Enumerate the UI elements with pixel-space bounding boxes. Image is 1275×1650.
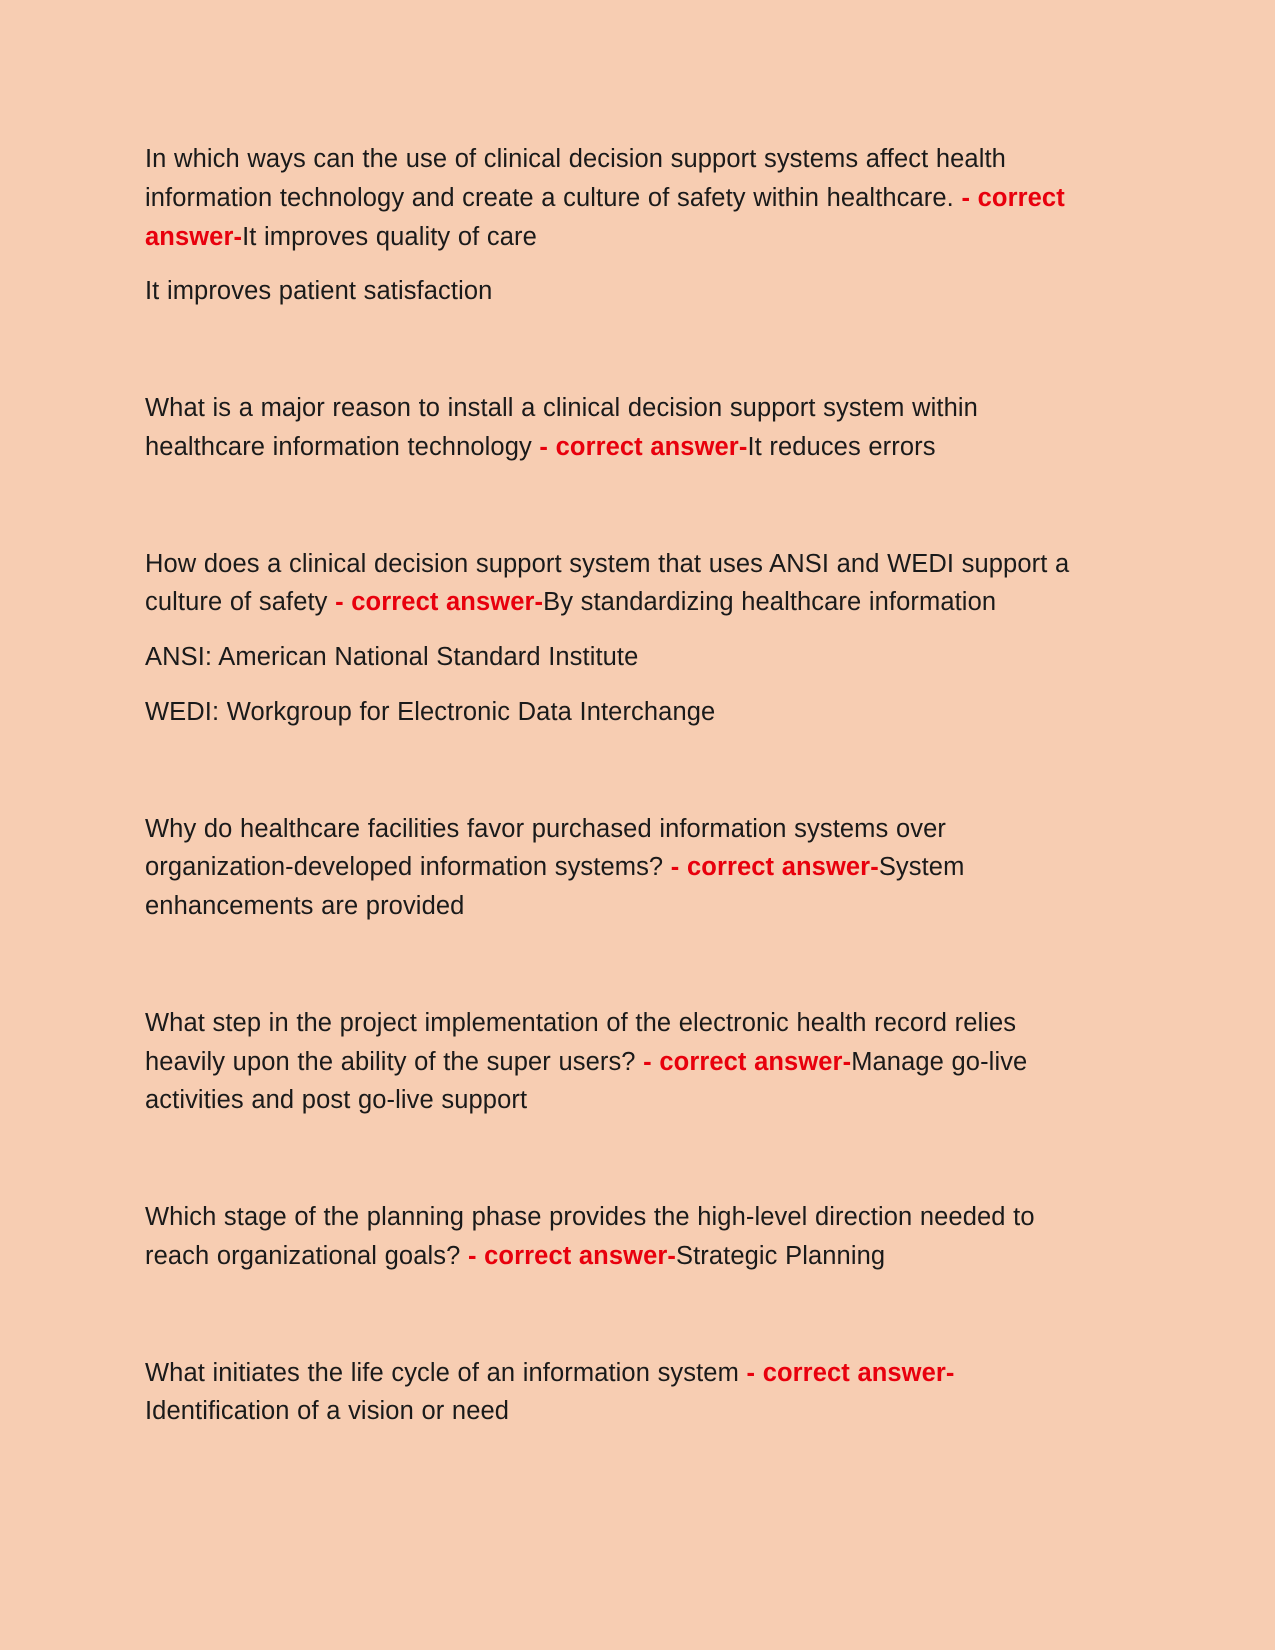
question-text: What initiates the life cycle of an information system — [145, 1358, 739, 1387]
question-text: How does a clinical decision support system that uses ANSI and WEDI support a culture of safety — [145, 549, 1070, 617]
correct-answer-marker: - correct answer- — [460, 1241, 676, 1270]
qa-block — [145, 1354, 1075, 1432]
question-answer-paragraph — [145, 140, 1075, 256]
question-answer-paragraph — [145, 545, 1075, 623]
document-body — [145, 140, 1075, 1431]
question-answer-paragraph — [145, 1354, 1075, 1432]
qa-block — [145, 810, 1075, 926]
answer-text: It reduces errors — [747, 432, 936, 461]
block-spacer — [145, 1310, 1075, 1354]
block-spacer — [145, 766, 1075, 810]
question-text: Which stage of the planning phase provides the high-level direction needed to reach organizational goals? — [145, 1203, 1035, 1270]
answer-text: Manage go-live activities and post go-live support — [145, 1047, 1028, 1115]
block-spacer — [145, 1154, 1075, 1198]
question-answer-paragraph — [145, 810, 1075, 926]
qa-block — [145, 140, 1075, 311]
qa-block — [145, 389, 1075, 467]
correct-answer-marker: - correct answer- — [738, 1358, 955, 1387]
question-answer-paragraph — [145, 1198, 1075, 1276]
question-answer-paragraph — [145, 389, 1075, 467]
block-spacer — [145, 960, 1075, 1004]
block-spacer — [145, 501, 1075, 545]
question-text: What step in the project implementation of the electronic health record relies heavily upon the ability of the super users? — [145, 1008, 1017, 1076]
correct-answer-marker: - correct answer- — [663, 853, 879, 882]
block-spacer — [145, 345, 1075, 389]
answer-extra-text-2: WEDI: Workgroup for Electronic Data Interchange — [145, 697, 716, 726]
answer-extra-text: ANSI: American National Standard Institute — [145, 643, 639, 671]
correct-answer-marker: - correct answer- — [635, 1047, 852, 1076]
answer-text: Strategic Planning — [675, 1241, 886, 1270]
answer-text: It improves quality of care — [242, 222, 537, 251]
correct-answer-marker: - correct answer- — [145, 183, 1065, 251]
qa-block — [145, 545, 1075, 732]
answer-text: By standardizing healthcare information — [543, 588, 997, 617]
question-text: In which ways can the use of clinical decision support systems affect health information technology and create a culture of safety within healthcare. — [145, 145, 1006, 212]
question-text: What is a major reason to install a clinical decision support system within healthcare information technology — [145, 394, 978, 461]
correct-answer-marker: - correct answer- — [327, 588, 544, 617]
answer-extra-text: It improves patient satisfaction — [145, 277, 493, 306]
question-text: Why do healthcare facilities favor purchased information systems over organization-developed information systems? — [145, 814, 946, 882]
correct-answer-marker: - correct answer- — [531, 432, 748, 461]
question-answer-paragraph — [145, 1004, 1075, 1120]
qa-block — [145, 1198, 1075, 1276]
answer-text: Identification of a vision or need — [145, 1397, 510, 1426]
answer-text: System enhancements are provided — [145, 853, 965, 920]
qa-block — [145, 1004, 1075, 1120]
